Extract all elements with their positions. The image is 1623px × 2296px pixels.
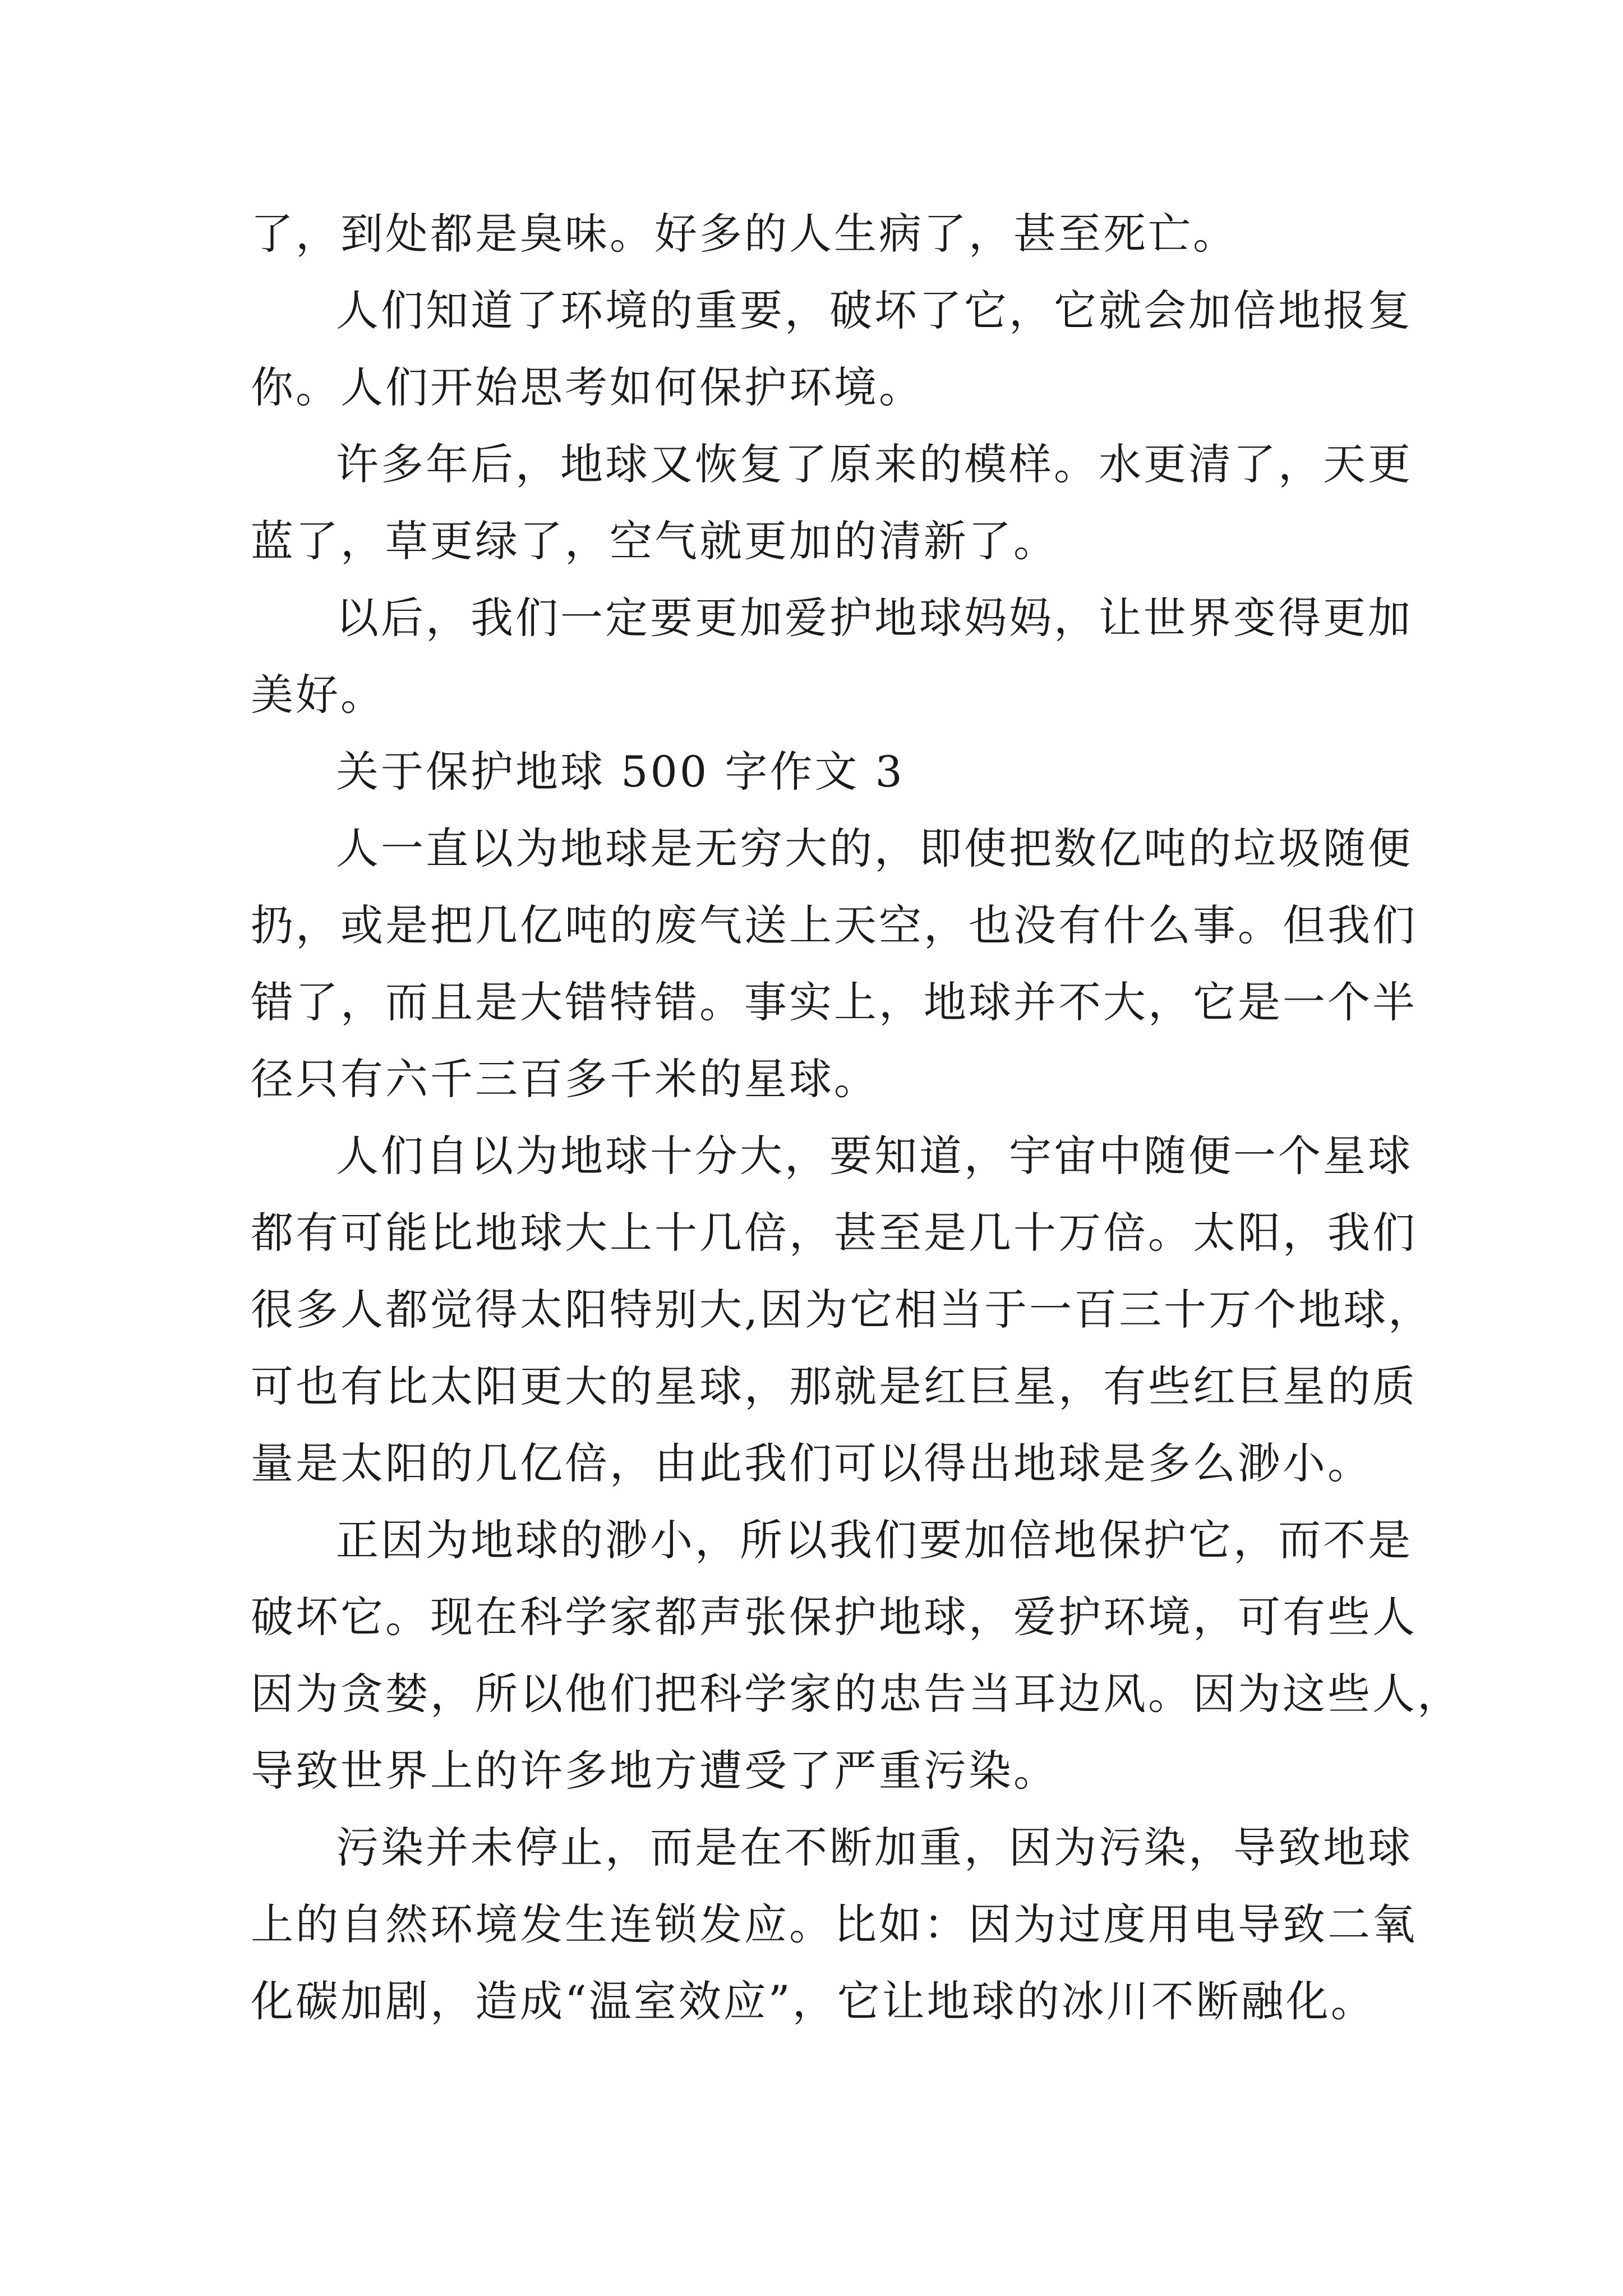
- paragraph: [251, 272, 1413, 426]
- text-line: 导致世界上的许多地方遭受了严重污染。: [251, 1746, 1058, 1796]
- paragraph: [251, 810, 1417, 1117]
- text-line: 污染并未停止，而是在不断加重，因为污染，导致地球: [336, 1823, 1413, 1872]
- paragraph: [251, 579, 1413, 733]
- text-line: 美好。: [251, 670, 385, 720]
- text-line: 正因为地球的渺小，所以我们要加倍地保护它，而不是: [336, 1515, 1413, 1565]
- text-line: 人一直以为地球是无穷大的，即使把数亿吨的垃圾随便: [336, 823, 1413, 873]
- text-line: 你。人们开始思考如何保护环境。: [251, 362, 924, 412]
- text-line: 化碳加剧，造成“温室效应”，它让地球的冰川不断融化。: [251, 1976, 1376, 2026]
- text-line: 蓝了，草更绿了，空气就更加的清新了。: [251, 516, 1058, 566]
- text-line: 了，到处都是臭味。好多的人生病了，甚至死亡。: [251, 209, 1238, 259]
- text-line: 上的自然环境发生连锁发应。比如：因为过度用电导致二氧: [251, 1899, 1417, 1949]
- section-heading: [251, 733, 1395, 810]
- text-line: 破坏它。现在科学家都声张保护地球，爱护环境，可有些人: [251, 1592, 1417, 1642]
- paragraph: [251, 1809, 1417, 2040]
- paragraph: [251, 426, 1413, 579]
- heading-line: 关于保护地球 500 字作文 3: [336, 747, 905, 797]
- text-line: 径只有六千三百多千米的星球。: [251, 1054, 879, 1104]
- text-line: 因为贪婪，所以他们把科学家的忠告当耳边风。因为这些人，: [251, 1669, 1462, 1719]
- text-line: 人们自以为地球十分大，要知道，宇宙中随便一个星球: [336, 1131, 1413, 1181]
- text-line: 量是太阳的几亿倍，由此我们可以得出地球是多么渺小。: [251, 1438, 1372, 1488]
- text-line: 都有可能比地球大上十几倍，甚至是几十万倍。太阳，我们: [251, 1208, 1417, 1258]
- text-line: 很多人都觉得太阳特别大,因为它相当于一百三十万个地球，: [251, 1285, 1433, 1335]
- text-line: 许多年后，地球又恢复了原来的模样。水更清了，天更: [336, 439, 1413, 489]
- text-line: 人们知道了环境的重要，破坏了它，它就会加倍地报复: [336, 286, 1413, 335]
- paragraph: [251, 1117, 1433, 1502]
- paragraph: [251, 195, 1395, 272]
- document-body: [251, 195, 1462, 2040]
- text-line: 扔，或是把几亿吨的废气送上天空，也没有什么事。但我们: [251, 900, 1417, 950]
- paragraph: [251, 1502, 1462, 1809]
- text-line: 可也有比太阳更大的星球，那就是红巨星，有些红巨星的质: [251, 1361, 1417, 1411]
- text-line: 以后，我们一定要更加爱护地球妈妈，让世界变得更加: [336, 593, 1413, 643]
- text-line: 错了，而且是大错特错。事实上，地球并不大，它是一个半: [251, 977, 1417, 1027]
